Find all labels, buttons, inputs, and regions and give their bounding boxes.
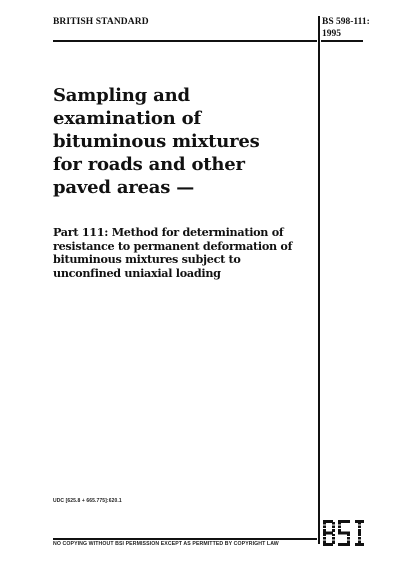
standard-number: BS 598-111: [322,17,370,27]
standard-number-block [322,16,370,40]
footer-rule [53,538,317,540]
publisher-label: BRITISH STANDARD [53,17,149,27]
vertical-divider [318,16,320,544]
copyright-notice: NO COPYING WITHOUT BSI PERMISSION EXCEPT AS PERMITTED BY COPYRIGHT LAW [53,541,279,547]
title-line: paved areas — [53,177,195,198]
header-rule-right [321,40,363,42]
part-line: resistance to permanent deformation of [53,238,293,253]
title-line: bituminous mixtures [53,131,260,152]
bsi-logo [322,518,366,548]
part-line: Part 111: Method for determination of [53,225,284,239]
title-line: for roads and other [53,154,245,175]
title-line: Sampling and [53,85,190,106]
document-title [53,84,315,199]
part-line: unconfined uniaxial loading [53,265,221,280]
title-line: examination of [53,108,201,129]
standard-year: 1995 [322,29,341,39]
part-line: bituminous mixtures subject to [53,252,241,266]
part-title [53,226,315,280]
udc-code: UDC [625.8 + 665.775]:620.1 [53,498,122,504]
header-rule-left [53,40,317,42]
